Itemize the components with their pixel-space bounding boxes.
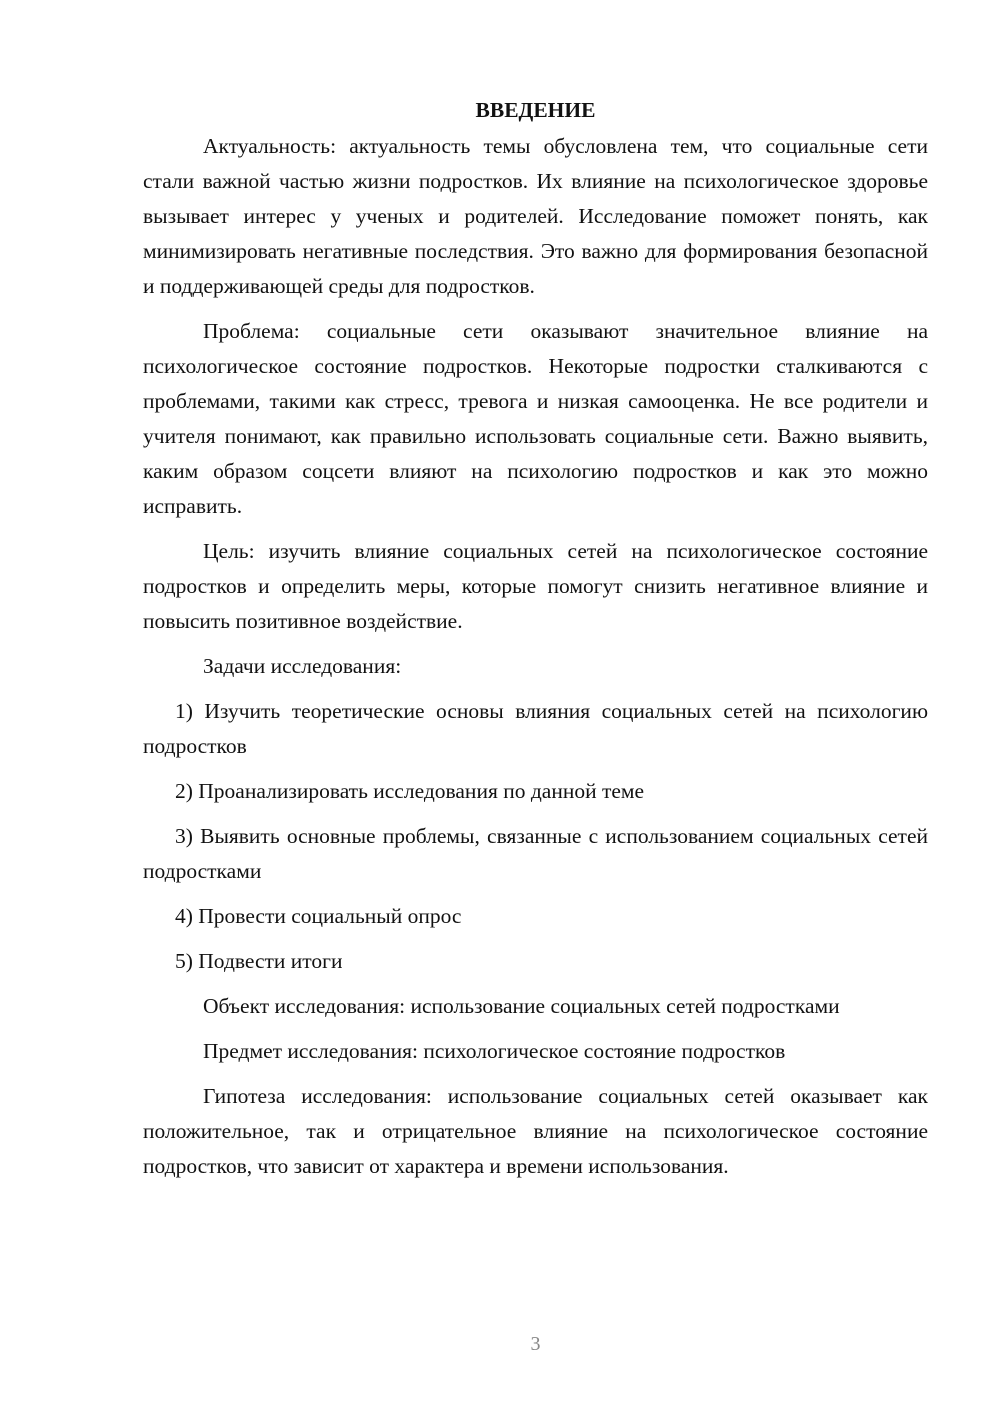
problem-paragraph: Проблема: социальные сети оказывают значительное влияние на психологическое состояние подростков. Некоторые подростки сталкиваются с проблемами, такими как стресс, тревога и низкая самооценка. Не все родители и учителя понимают, как правильно использовать социальные сети. Важно выявить, каким образом соцсети влияют на психологию подростков и как это можно исправить.	[143, 319, 928, 518]
tasks-heading: Задачи исследования:	[203, 654, 402, 678]
object-paragraph: Объект исследования: использование социальных сетей подростками	[203, 994, 840, 1018]
task-item: 5) Подвести итоги	[175, 949, 343, 973]
task-item: 2) Проанализировать исследования по данной теме	[175, 779, 645, 803]
section-title: ВВЕДЕНИЕ	[475, 98, 596, 122]
task-item: 1) Изучить теоретические основы влияния социальных сетей на психологию подростков	[143, 699, 928, 758]
relevance-paragraph: Актуальность: актуальность темы обусловлена тем, что социальные сети стали важной частью жизни подростков. Их влияние на психологическое здоровье вызывает интерес у ученых и родителей. Исследование поможет понять, как минимизировать негативные последствия. Это важно для формирования безопасной и поддерживающей среды для подростков.	[143, 134, 928, 298]
hypothesis-paragraph: Гипотеза исследования: использование социальных сетей оказывает как положительное, так и отрицательное влияние на психологическое состояние подростков, что зависит от характера и времени использования.	[143, 1084, 928, 1178]
goal-paragraph: Цель: изучить влияние социальных сетей на психологическое состояние подростков и определить меры, которые помогут снизить негативное влияние и повысить позитивное воздействие.	[143, 539, 928, 633]
subject-paragraph: Предмет исследования: психологическое состояние подростков	[203, 1039, 786, 1063]
document-page	[143, 92, 928, 1194]
task-item: 4) Провести социальный опрос	[175, 904, 462, 928]
page-number: 3	[530, 1333, 541, 1355]
task-item: 3) Выявить основные проблемы, связанные с использованием социальных сетей подростками	[143, 824, 928, 883]
